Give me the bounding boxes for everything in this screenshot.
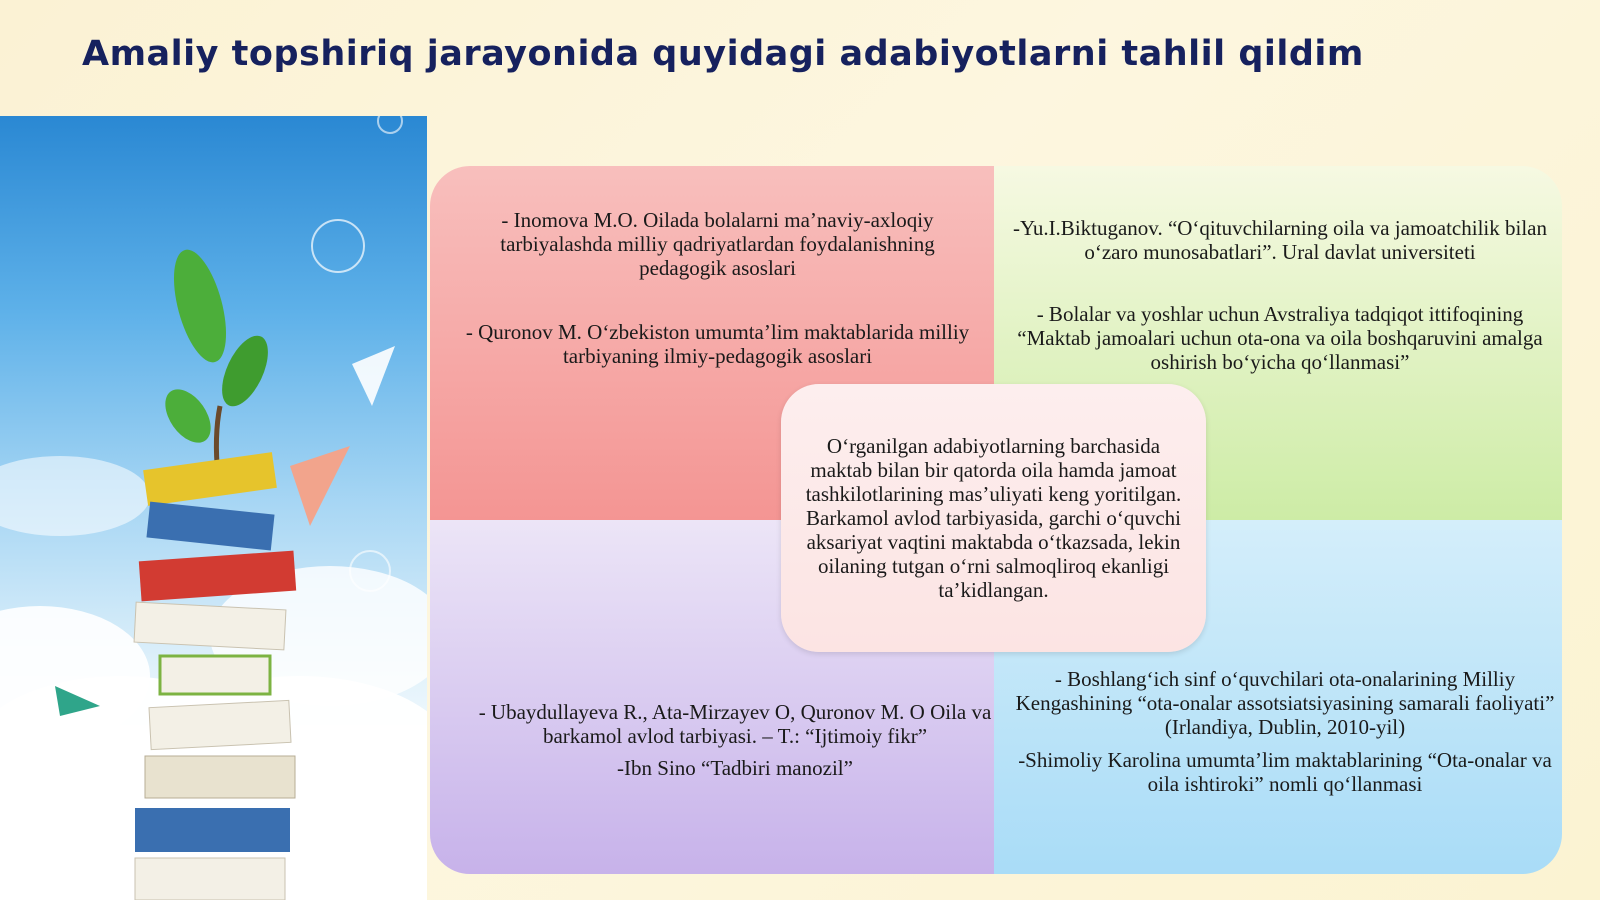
reference-ubaydullayeva: - Ubaydullayeva R., Ata-Mirzayev O, Quronov M. O Oila va barkamol avlod tarbiyasi. – T.: “Ijtimoiy fikr” (478, 700, 992, 748)
slide-title: Amaliy topshiriq jarayonida quyidagi adabiyotlarni tahlil qildim (82, 34, 1364, 74)
conclusion-box (781, 384, 1206, 652)
reference-biktuganov: -Yu.I.Biktuganov. “O‘qituvchilarning oila va jamoatchilik bilan o‘zaro munosabatlari”. Ural davlat universiteti (1012, 216, 1547, 264)
reference-australia: - Bolalar va yoshlar uchun Avstraliya tadqiqot ittifoqining “Maktab jamoalari uchun ota-ona va oila boshqaruvini amalga oshirish bo‘yicha qo‘llanmasi” (1017, 302, 1543, 374)
books-stack-with-sprout-icon (0, 116, 427, 900)
conclusion-text: O‘rganilgan adabiyotlarning barchasida maktab bilan bir qatorda oila hamda jamoat tashkilotlarining mas’uliyati keng yoritilgan. Barkamol avlod tarbiyasida, garchi o‘quvchi aksariyat vaqtini maktabda o‘tkazsada, lekin oilaning tutgan o‘rni salmoqliroq ekanligi ta’kidlangan. (805, 434, 1182, 602)
reference-ireland: - Boshlang‘ich sinf o‘quvchilari ota-onalarining Milliy Kengashining “ota-onalar assotsiatsiyasining samarali faoliyati” (Irlandiya, Dublin, 2010-yil) (1015, 667, 1555, 739)
reference-ibn-sino: -Ibn Sino “Tadbiri manozil” (617, 756, 853, 780)
reference-quronov: - Quronov M. O‘zbekiston umumta’lim maktablarida milliy tarbiyaning ilmiy-pedagogik asoslari (465, 320, 970, 368)
reference-inomova: - Inomova M.O. Oilada bolalarni ma’naviy-axloqiy tarbiyalashda milliy qadriyatlardan foydalanishning pedagogik asoslari (500, 208, 935, 280)
reference-north-carolina: -Shimoliy Karolina umumta’lim maktablarining “Ota-onalar va oila ishtiroki” nomli qo‘llanmasi (1018, 748, 1552, 796)
